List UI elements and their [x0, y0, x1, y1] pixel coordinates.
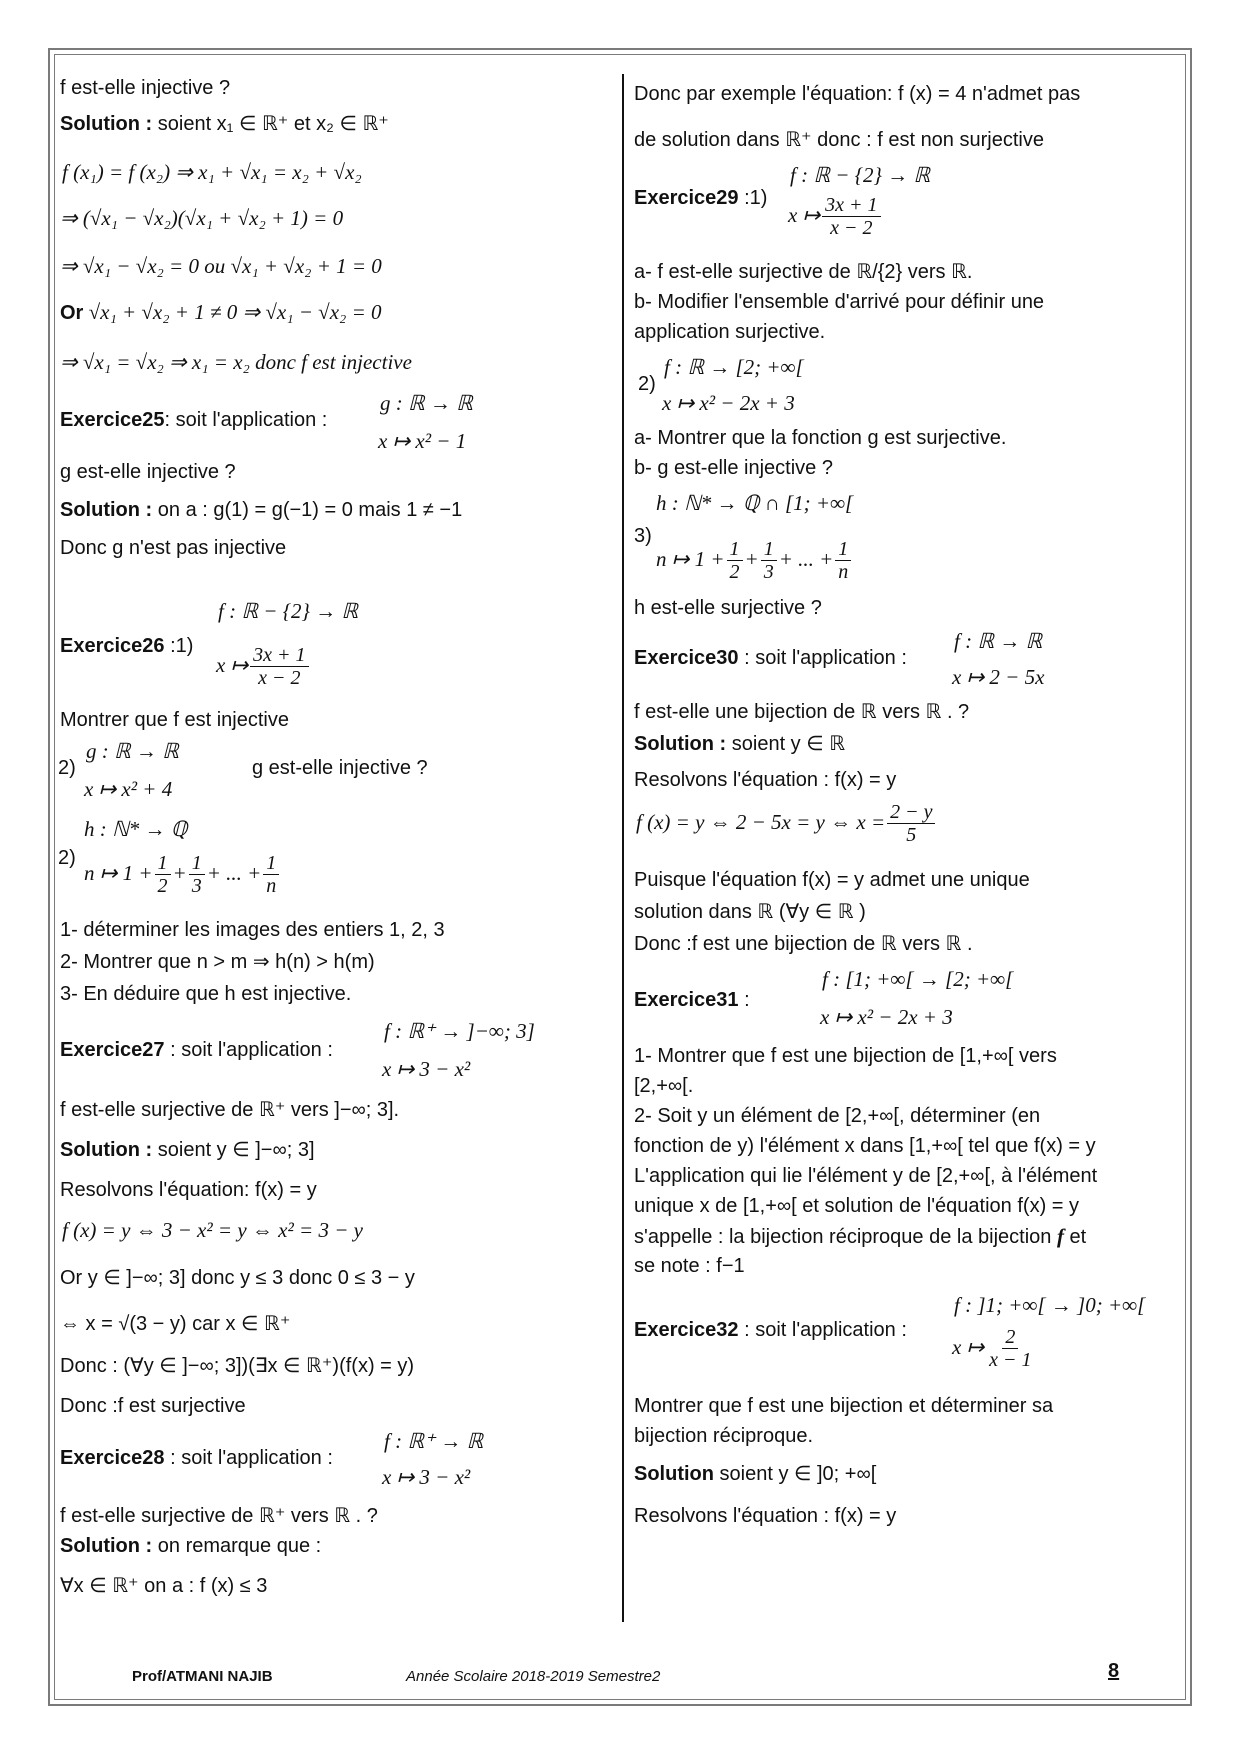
item-number: 3) [634, 525, 652, 547]
text-line: L'application qui lie l'élément y de [2,+∞[, à l'élément [634, 1165, 1098, 1187]
exercise-32-heading [634, 1318, 907, 1342]
solution-line [634, 732, 845, 756]
task-item: 1- Montrer que f est une bijection de [1,+∞[ vers [634, 1045, 1057, 1067]
g-map-rule: x ↦ x² + 4 [84, 777, 173, 801]
math-line: ⇒ (√x₁ − √x₂)(√x₁ + √x₂ + 1) = 0 [60, 206, 344, 230]
task-item: a- f est-elle surjective de ℝ/{2} vers ℝ. [634, 261, 973, 283]
ex25-map-def: g : ℝ → ℝ [380, 391, 473, 415]
resolve-line: Resolvons l'équation: f(x) = y [60, 1179, 317, 1201]
solution-label: Solution [634, 1463, 714, 1485]
question-injective: f est-elle injective ? [60, 77, 231, 99]
task-item: 3- En déduire que h est injective. [60, 983, 352, 1005]
math-line: f (x₁) = f (x₂) ⇒ x₁ + √x₁ = x₂ + √x₂ [62, 160, 362, 184]
ex27-map-def: f : ℝ⁺ → ]−∞; 3] [384, 1019, 535, 1043]
task-item: 2- Montrer que n > m ⇒ h(n) > h(m) [60, 951, 375, 973]
ex26-map-rule: x ↦ $\frac{3x + 1}{x - 2}$ [216, 644, 311, 689]
exercise-28-label: Exercice28 [60, 1447, 165, 1469]
ex32-map-def: f : ]1; +∞[ → ]0; +∞[ [954, 1293, 1146, 1317]
question-bijection: f est-elle une bijection de ℝ vers ℝ . ? [634, 701, 970, 723]
conclusion-line: Donc g n'est pas injective [60, 537, 287, 559]
exercise-30-heading [634, 646, 907, 670]
conclusion-line: Donc :f est surjective [60, 1395, 246, 1417]
fraction: $\frac{3x + 1}{x - 2}$ [822, 194, 880, 239]
exercise-28-text: : soit l'application : [164, 1447, 333, 1469]
g-map-def: g : ℝ → ℝ [86, 739, 179, 763]
exercise-28-heading [60, 1446, 333, 1470]
fraction: $\frac{3x + 1}{x - 2}$ [250, 644, 308, 689]
task-item: b- g est-elle injective ? [634, 457, 833, 479]
question-surjective: f est-elle surjective de ℝ⁺ vers ℝ . ? [60, 1505, 378, 1527]
ex31-map-rule: x ↦ x² − 2x + 3 [820, 1005, 953, 1029]
task-item: application surjective. [634, 321, 826, 343]
fraction: $\frac{1}{n}$ [835, 538, 851, 583]
exercise-27-label: Exercice27 [60, 1039, 165, 1061]
solution-line [60, 112, 389, 136]
ex30-map-def: f : ℝ → ℝ [954, 629, 1043, 653]
fraction: $\frac{1}{n}$ [263, 852, 279, 897]
question-surjective: f est-elle surjective de ℝ⁺ vers ]−∞; 3]. [60, 1099, 400, 1121]
math-line: ⇔ x = √(3 − y) car x ∈ ℝ⁺ [60, 1313, 291, 1335]
h-map-rule: n ↦ 1 + $\frac{1}{2}$ + $\frac{1}{3}$ + ... + $\frac{1}{n}$ [656, 538, 853, 583]
ex29-map-def: f : ℝ − {2} → ℝ [790, 163, 931, 187]
text-line: solution dans ℝ (∀y ∈ ℝ ) [634, 901, 866, 923]
item-number: 2) [58, 847, 76, 869]
solution-text: soient x₁ ∈ ℝ⁺ et x₂ ∈ ℝ⁺ [152, 113, 389, 135]
exercise-31-text: : [738, 989, 750, 1011]
ex28-map-rule: x ↦ 3 − x² [382, 1465, 471, 1489]
exercise-32-text: : soit l'application : [738, 1319, 907, 1341]
ex26-map-def: f : ℝ − {2} → ℝ [218, 599, 359, 623]
exercise-29-heading [634, 186, 767, 210]
text-line: se note : f−1 [634, 1255, 745, 1277]
text-line: unique x de [1,+∞[ et solution de l'équation f(x) = y [634, 1195, 1080, 1217]
exercise-30-label: Exercice30 [634, 647, 739, 669]
exercise-29-label: Exercice29 [634, 187, 739, 209]
task-item: b- Modifier l'ensemble d'arrivé pour définir une [634, 291, 1045, 313]
math-line: f (x) = y ⇔ 3 − x² = y ⇔ x² = 3 − y [62, 1218, 363, 1242]
exercise-31-label: Exercice31 [634, 989, 739, 1011]
math-line: ⇒ √x₁ − √x₂ = 0 ou √x₁ + √x₂ + 1 = 0 [60, 254, 382, 278]
task-item: a- Montrer que la fonction g est surjective. [634, 427, 1007, 449]
solution-label: Solution : [634, 733, 727, 755]
exercise-29-text: :1) [738, 187, 768, 209]
exercise-26-text: :1) [164, 635, 194, 657]
solution-label: Solution : [60, 113, 153, 135]
math-line: Or y ∈ ]−∞; 3] donc y ≤ 3 donc 0 ≤ 3 − y [60, 1267, 415, 1289]
footer-author: Prof/ATMANI NAJIB [132, 1668, 273, 1685]
task-item: fonction de y) l'élément x dans [1,+∞[ tel que f(x) = y [634, 1135, 1096, 1157]
exercise-31-heading [634, 988, 750, 1012]
item-number: 2) [638, 373, 656, 395]
question-g-injective: g est-elle injective ? [252, 757, 428, 779]
solution-text: on a : g(1) = g(−1) = 0 mais 1 ≠ −1 [152, 499, 463, 521]
column-divider [622, 74, 624, 1622]
f-map-rule: x ↦ x² − 2x + 3 [662, 391, 795, 415]
solution-line [634, 1462, 876, 1486]
fraction: $\frac{1}{2}$ [727, 538, 743, 583]
solution-line [60, 498, 462, 522]
solution-text: soient y ∈ ]−∞; 3] [152, 1139, 315, 1161]
conclusion-line: Donc :f est une bijection de ℝ vers ℝ . [634, 933, 973, 955]
solution-label: Solution : [60, 499, 153, 521]
ex27-map-rule: x ↦ 3 − x² [382, 1057, 471, 1081]
or-line [60, 300, 382, 325]
fraction: $\frac{2}{x - 1}$ [989, 1326, 1032, 1371]
f-map-def: f : ℝ → [2; +∞[ [664, 355, 804, 379]
task-item: 2- Soit y un élément de [2,+∞[, déterminer (en [634, 1105, 1041, 1127]
exercise-30-text: : soit l'application : [738, 647, 907, 669]
solution-label: Solution : [60, 1139, 153, 1161]
solution-text: soient y ∈ ℝ [726, 733, 846, 755]
instruction-line: bijection réciproque. [634, 1425, 813, 1447]
fraction: $\frac{2 - y}{5}$ [887, 801, 935, 846]
text-line: Donc par exemple l'équation: f (x) = 4 n'admet pas [634, 83, 1081, 105]
task-item: 1- déterminer les images des entiers 1, 2, 3 [60, 919, 445, 941]
solution-label: Solution : [60, 1535, 153, 1557]
question-surjective: h est-elle surjective ? [634, 597, 822, 619]
text-line: de solution dans ℝ⁺ donc : f est non surjective [634, 129, 1044, 151]
exercise-25-label: Exercice25 [60, 409, 165, 431]
instruction-line: Montrer que f est une bijection et déterminer sa [634, 1395, 1054, 1417]
item-number: 2) [58, 757, 76, 779]
question-g-injective: g est-elle injective ? [60, 461, 236, 483]
h-map-def: h : ℕ* → ℚ [84, 817, 188, 841]
solution-line [60, 1138, 315, 1162]
ex25-map-rule: x ↦ x² − 1 [378, 429, 467, 453]
solution-text: soient y ∈ ]0; +∞[ [713, 1463, 877, 1485]
h-map-def: h : ℕ* → ℚ ∩ [1; +∞[ [656, 491, 854, 515]
or-label: Or [60, 302, 84, 324]
resolve-line: Resolvons l'équation : f(x) = y [634, 1505, 897, 1527]
task-item: [2,+∞[. [634, 1075, 694, 1097]
math-line: f (x) = y ⇔ 2 − 5x = y ⇔ x = $\frac{2 - y}{5}$ [636, 800, 937, 846]
exercise-26-label: Exercice26 [60, 635, 165, 657]
page-number: 8 [1108, 1660, 1120, 1682]
exercise-27-text: : soit l'application : [164, 1039, 333, 1061]
math-line: Donc : (∀y ∈ ]−∞; 3])(∃x ∈ ℝ⁺)(f(x) = y) [60, 1355, 415, 1377]
math-line: ⇒ √x₁ = √x₂ ⇒ x₁ = x₂ donc f est injective [60, 350, 412, 374]
fraction: $\frac{1}{3}$ [761, 538, 777, 583]
ex30-map-rule: x ↦ 2 − 5x [952, 665, 1045, 689]
exercise-26-heading [60, 634, 193, 658]
exercise-25-text: : soit l'application : [164, 409, 328, 431]
fraction: $\frac{1}{3}$ [189, 852, 205, 897]
ex32-map-rule: x ↦ $\frac{2}{x - 1}$ [952, 1326, 1037, 1371]
ex29-map-rule: x ↦ $\frac{3x + 1}{x - 2}$ [788, 194, 883, 239]
exercise-25-heading [60, 408, 327, 432]
solution-text: on remarque que : [152, 1535, 322, 1557]
ex31-map-def: f : [1; +∞[ → [2; +∞[ [822, 967, 1014, 991]
fraction: $\frac{1}{2}$ [155, 852, 171, 897]
text-line: Puisque l'équation f(x) = y admet une unique [634, 869, 1030, 891]
exercise-27-heading [60, 1038, 333, 1062]
footer-year: Année Scolaire 2018-2019 Semestre2 [406, 1668, 661, 1685]
or-text: √x₁ + √x₂ + 1 ≠ 0 ⇒ √x₁ − √x₂ = 0 [83, 300, 382, 324]
instruction-line: Montrer que f est injective [60, 709, 289, 731]
text-line: s'appelle : la bijection réciproque de la bijection f et [634, 1224, 1087, 1248]
h-map-rule: n ↦ 1 + $\frac{1}{2}$ + $\frac{1}{3}$ + ... + $\frac{1}{n}$ [84, 852, 281, 897]
resolve-line: Resolvons l'équation : f(x) = y [634, 769, 897, 791]
math-line: ∀x ∈ ℝ⁺ on a : f (x) ≤ 3 [60, 1575, 268, 1597]
exercise-32-label: Exercice32 [634, 1319, 739, 1341]
solution-line [60, 1534, 321, 1558]
ex28-map-def: f : ℝ⁺ → ℝ [384, 1429, 484, 1453]
